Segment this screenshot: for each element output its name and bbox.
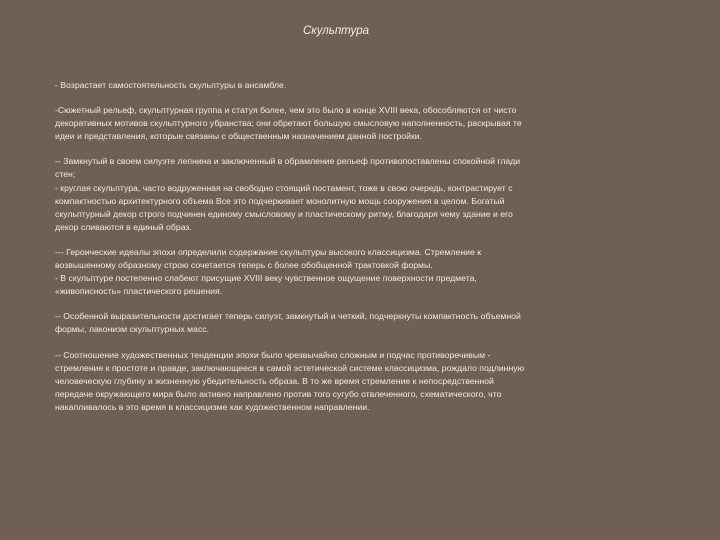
paragraph-2 (55, 104, 653, 143)
text-line: возвышенному образному строю сочетается теперь с более обобщенной трактовкой формы. (55, 260, 433, 271)
text-line: человеческую глубину и жизненную убедительность образа. В то же время стремление к непосредственной (55, 375, 494, 386)
text-line: «живописность» пластического решения. (55, 286, 223, 297)
text-line: идеи и представления, которые связаны с общественным назначением данной постройки. (55, 131, 423, 142)
text-line: компактностью архитектурного объема Все это подчеркивает монолитную мощь сооружения в целом. Богатый (55, 195, 505, 206)
text-line: скульптурный декор строго подчинен единому смысловому и пластическому ритму, благодаря чему здание и его (55, 208, 513, 219)
paragraph-5 (55, 310, 653, 336)
text-line: -- Особенной выразительности достигает теперь силуэт, замкнутый и четкий, подчеркнуты компактность объемной (55, 311, 521, 322)
slide-body (55, 79, 653, 426)
text-line: стен; (55, 169, 76, 180)
slide-title: Скульптура (302, 25, 370, 37)
text-line: передаче окружающего мира было активно направлено против того сугубо отвлеченного, схематического, что (55, 388, 502, 399)
paragraph-1 (55, 79, 653, 92)
text-line: декор сливаются в единый образ. (55, 221, 192, 232)
text-line: накапливалось в это время в классицизме как художественном направлении. (55, 401, 370, 412)
text-line: -Сюжетный рельеф, скульптурная группа и статуя более, чем это было в конце XVIII века, обособляются от чисто (55, 105, 517, 116)
text-line: -- Соотношение художественных тенденции эпохи было чрезвычайно сложным и подчас противоречивым - (55, 349, 491, 360)
text-line: - Возрастает самостоятельность скульптуры в ансамбле. (55, 80, 287, 90)
text-line: --- Героические идеалы эпохи определили содержание скульптуры высокого классицизма. Стремление к (55, 246, 482, 257)
text-line: формы, лаконизм скульптурных масс. (55, 324, 210, 335)
paragraph-4 (55, 246, 653, 298)
text-line: - круглая скульптура, часто водруженная на свободно стоящий постамент, тоже в свою очередь, контрастирует с (55, 182, 513, 193)
text-line: декоративных мотивов скульптурного убранства; они обретают большую смысловую наполненность, раскрывая те (55, 118, 522, 129)
text-line: -- Замкнутый в своем силуэте лепнина и заключенный в обрамление рельеф противопоставлены спокойной глади (55, 156, 521, 167)
text-line: - В скульптуре постепенно слабеют присущие XVIII веку чувственное ощущение поверхности предмета, (55, 273, 477, 284)
paragraph-3 (55, 155, 653, 234)
text-line: стремление к простоте и правде, заключающееся в самой эстетической системе классицизма, рождало подлинную (55, 362, 525, 373)
paragraph-6 (55, 349, 653, 414)
